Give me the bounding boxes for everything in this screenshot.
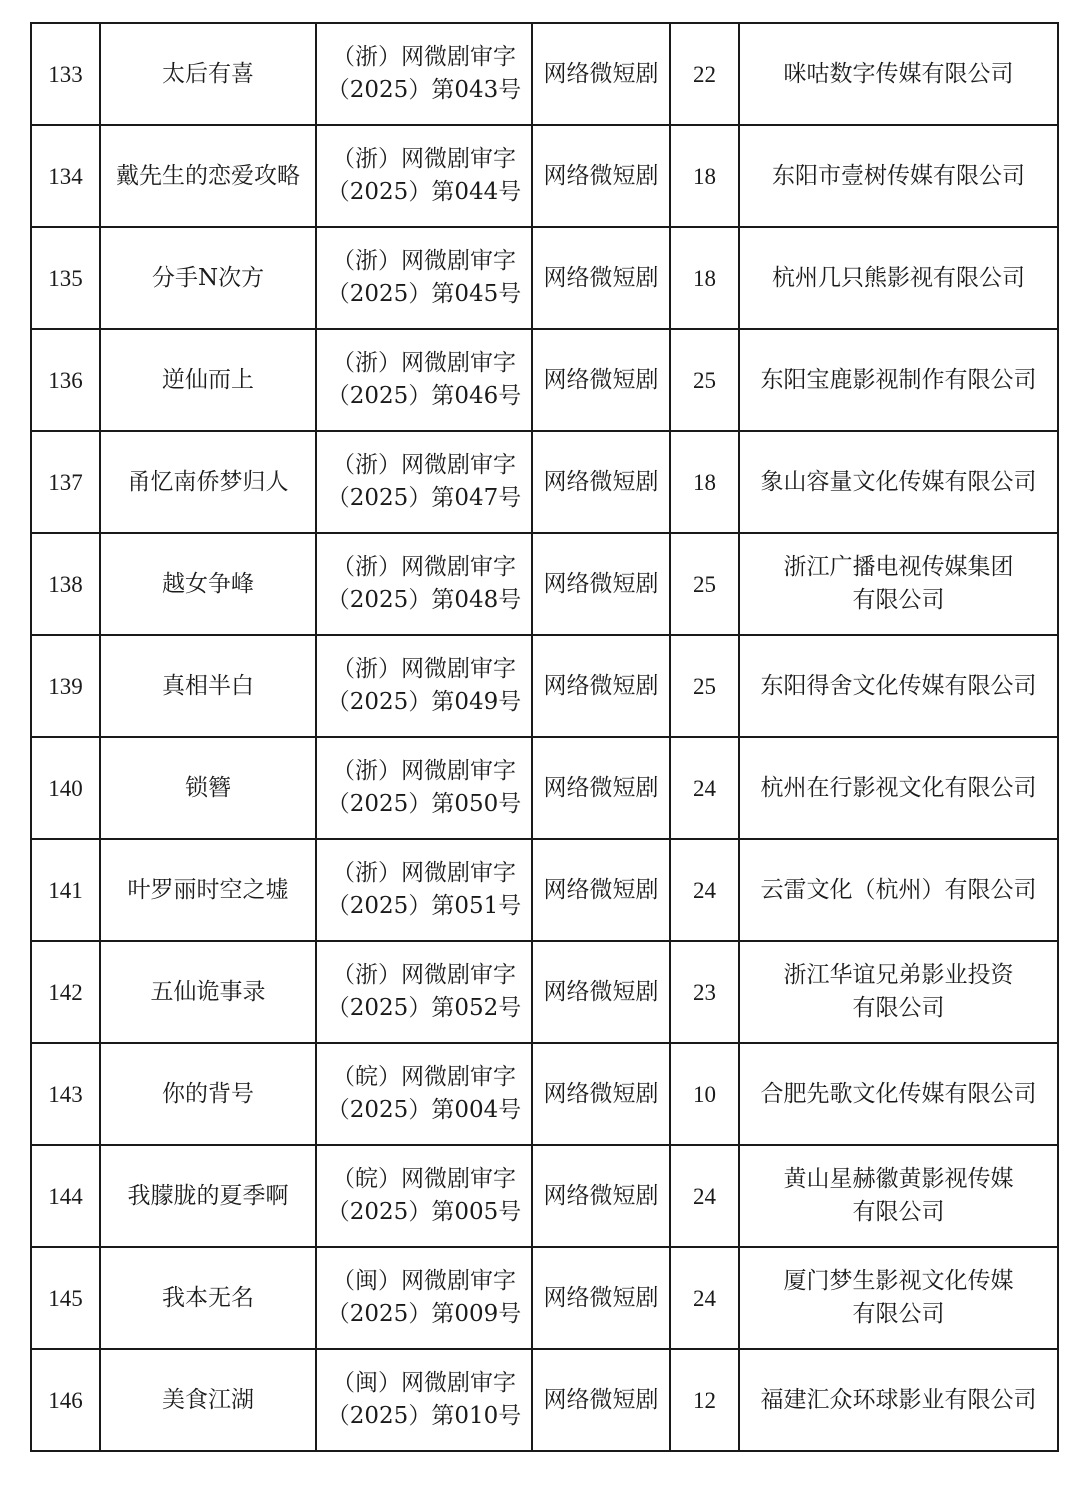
episode-count: 18 [670,227,739,329]
drama-title: 我本无名 [100,1247,316,1349]
episode-count: 25 [670,533,739,635]
table-row [31,1145,1058,1247]
episode-count: 24 [670,1247,739,1349]
permit-number [316,533,532,635]
drama-title: 戴先生的恋爱攻略 [100,125,316,227]
drama-type: 网络微短剧 [532,1043,670,1145]
permit-line-1: （浙）网微剧审字 [332,758,516,784]
company-line-1: 浙江华谊兄弟影业投资 [783,962,1014,988]
table-row [31,1043,1058,1145]
row-number: 144 [31,1145,100,1247]
table-row [31,533,1058,635]
production-company: 东阳市壹树传媒有限公司 [739,125,1058,227]
company-line-2: 有限公司 [852,1199,945,1225]
company-line-2: 有限公司 [852,995,945,1021]
episode-count: 22 [670,23,739,125]
production-company: 咪咕数字传媒有限公司 [739,23,1058,125]
permit-number [316,329,532,431]
permit-line-1: （浙）网微剧审字 [332,452,516,478]
permit-line-1: （浙）网微剧审字 [332,350,516,376]
production-company: 东阳宝鹿影视制作有限公司 [739,329,1058,431]
drama-type: 网络微短剧 [532,941,670,1043]
episode-count: 25 [670,635,739,737]
production-company: 合肥先歌文化传媒有限公司 [739,1043,1058,1145]
permit-number [316,839,532,941]
drama-type: 网络微短剧 [532,839,670,941]
permit-line-2: （2025）第045号 [326,281,522,307]
table-row [31,23,1058,125]
production-company: 象山容量文化传媒有限公司 [739,431,1058,533]
episode-count: 18 [670,431,739,533]
table-row [31,125,1058,227]
drama-title: 太后有喜 [100,23,316,125]
permit-line-2: （2025）第048号 [326,587,522,613]
episode-count: 10 [670,1043,739,1145]
permit-line-2: （2025）第046号 [326,383,522,409]
permit-line-1: （浙）网微剧审字 [332,248,516,274]
drama-type: 网络微短剧 [532,227,670,329]
table-row [31,941,1058,1043]
permit-line-1: （皖）网微剧审字 [332,1166,516,1192]
permit-line-2: （2025）第009号 [326,1301,522,1327]
drama-type: 网络微短剧 [532,533,670,635]
drama-type: 网络微短剧 [532,635,670,737]
permit-line-1: （闽）网微剧审字 [332,1370,516,1396]
permit-line-1: （浙）网微剧审字 [332,44,516,70]
table-row [31,737,1058,839]
episode-count: 23 [670,941,739,1043]
row-number: 143 [31,1043,100,1145]
drama-title: 真相半白 [100,635,316,737]
table-row [31,431,1058,533]
permit-number [316,1247,532,1349]
table-row [31,329,1058,431]
company-line-1: 黄山星赫徽黄影视传媒 [783,1166,1014,1192]
company-line-1: 浙江广播电视传媒集团 [783,554,1014,580]
table-row [31,839,1058,941]
drama-title: 锁簪 [100,737,316,839]
row-number: 145 [31,1247,100,1349]
episode-count: 25 [670,329,739,431]
permit-line-1: （闽）网微剧审字 [332,1268,516,1294]
permit-number [316,1145,532,1247]
permit-number [316,227,532,329]
episode-count: 24 [670,737,739,839]
table-row [31,635,1058,737]
permit-line-2: （2025）第052号 [326,995,522,1021]
permit-line-1: （皖）网微剧审字 [332,1064,516,1090]
drama-title: 分手N次方 [100,227,316,329]
drama-title: 五仙诡事录 [100,941,316,1043]
permit-line-2: （2025）第047号 [326,485,522,511]
production-company: 东阳得舍文化传媒有限公司 [739,635,1058,737]
permit-line-1: （浙）网微剧审字 [332,656,516,682]
drama-type: 网络微短剧 [532,125,670,227]
production-company: 杭州在行影视文化有限公司 [739,737,1058,839]
drama-title: 我朦胧的夏季啊 [100,1145,316,1247]
production-company: 福建汇众环球影业有限公司 [739,1349,1058,1451]
permit-line-2: （2025）第044号 [326,179,522,205]
permit-line-2: （2025）第050号 [326,791,522,817]
registry-table [30,22,1059,1452]
registry-body [31,23,1058,1451]
drama-type: 网络微短剧 [532,1349,670,1451]
row-number: 139 [31,635,100,737]
episode-count: 12 [670,1349,739,1451]
permit-line-2: （2025）第010号 [326,1403,522,1429]
production-company [739,1145,1058,1247]
permit-line-1: （浙）网微剧审字 [332,554,516,580]
permit-number [316,125,532,227]
production-company [739,941,1058,1043]
row-number: 146 [31,1349,100,1451]
row-number: 137 [31,431,100,533]
drama-type: 网络微短剧 [532,1145,670,1247]
table-row [31,1349,1058,1451]
permit-number [316,431,532,533]
episode-count: 24 [670,1145,739,1247]
row-number: 142 [31,941,100,1043]
episode-count: 18 [670,125,739,227]
table-row [31,1247,1058,1349]
permit-line-2: （2025）第004号 [326,1097,522,1123]
permit-number [316,941,532,1043]
drama-type: 网络微短剧 [532,329,670,431]
company-line-1: 厦门梦生影视文化传媒 [783,1268,1014,1294]
permit-line-1: （浙）网微剧审字 [332,962,516,988]
company-line-2: 有限公司 [852,587,945,613]
table-row [31,227,1058,329]
company-line-2: 有限公司 [852,1301,945,1327]
drama-title: 甬忆南侨梦归人 [100,431,316,533]
episode-count: 24 [670,839,739,941]
row-number: 134 [31,125,100,227]
permit-number [316,1043,532,1145]
permit-line-2: （2025）第005号 [326,1199,522,1225]
row-number: 141 [31,839,100,941]
production-company: 云雷文化（杭州）有限公司 [739,839,1058,941]
production-company: 杭州几只熊影视有限公司 [739,227,1058,329]
permit-line-1: （浙）网微剧审字 [332,860,516,886]
permit-line-1: （浙）网微剧审字 [332,146,516,172]
drama-title: 逆仙而上 [100,329,316,431]
permit-line-2: （2025）第043号 [326,77,522,103]
drama-type: 网络微短剧 [532,431,670,533]
row-number: 136 [31,329,100,431]
permit-line-2: （2025）第049号 [326,689,522,715]
drama-title: 叶罗丽时空之墟 [100,839,316,941]
row-number: 138 [31,533,100,635]
drama-type: 网络微短剧 [532,1247,670,1349]
production-company [739,533,1058,635]
drama-title: 越女争峰 [100,533,316,635]
production-company [739,1247,1058,1349]
permit-line-2: （2025）第051号 [326,893,522,919]
permit-number [316,23,532,125]
row-number: 135 [31,227,100,329]
permit-number [316,635,532,737]
drama-title: 你的背号 [100,1043,316,1145]
drama-type: 网络微短剧 [532,737,670,839]
drama-type: 网络微短剧 [532,23,670,125]
row-number: 140 [31,737,100,839]
row-number: 133 [31,23,100,125]
permit-number [316,737,532,839]
drama-title: 美食江湖 [100,1349,316,1451]
permit-number [316,1349,532,1451]
